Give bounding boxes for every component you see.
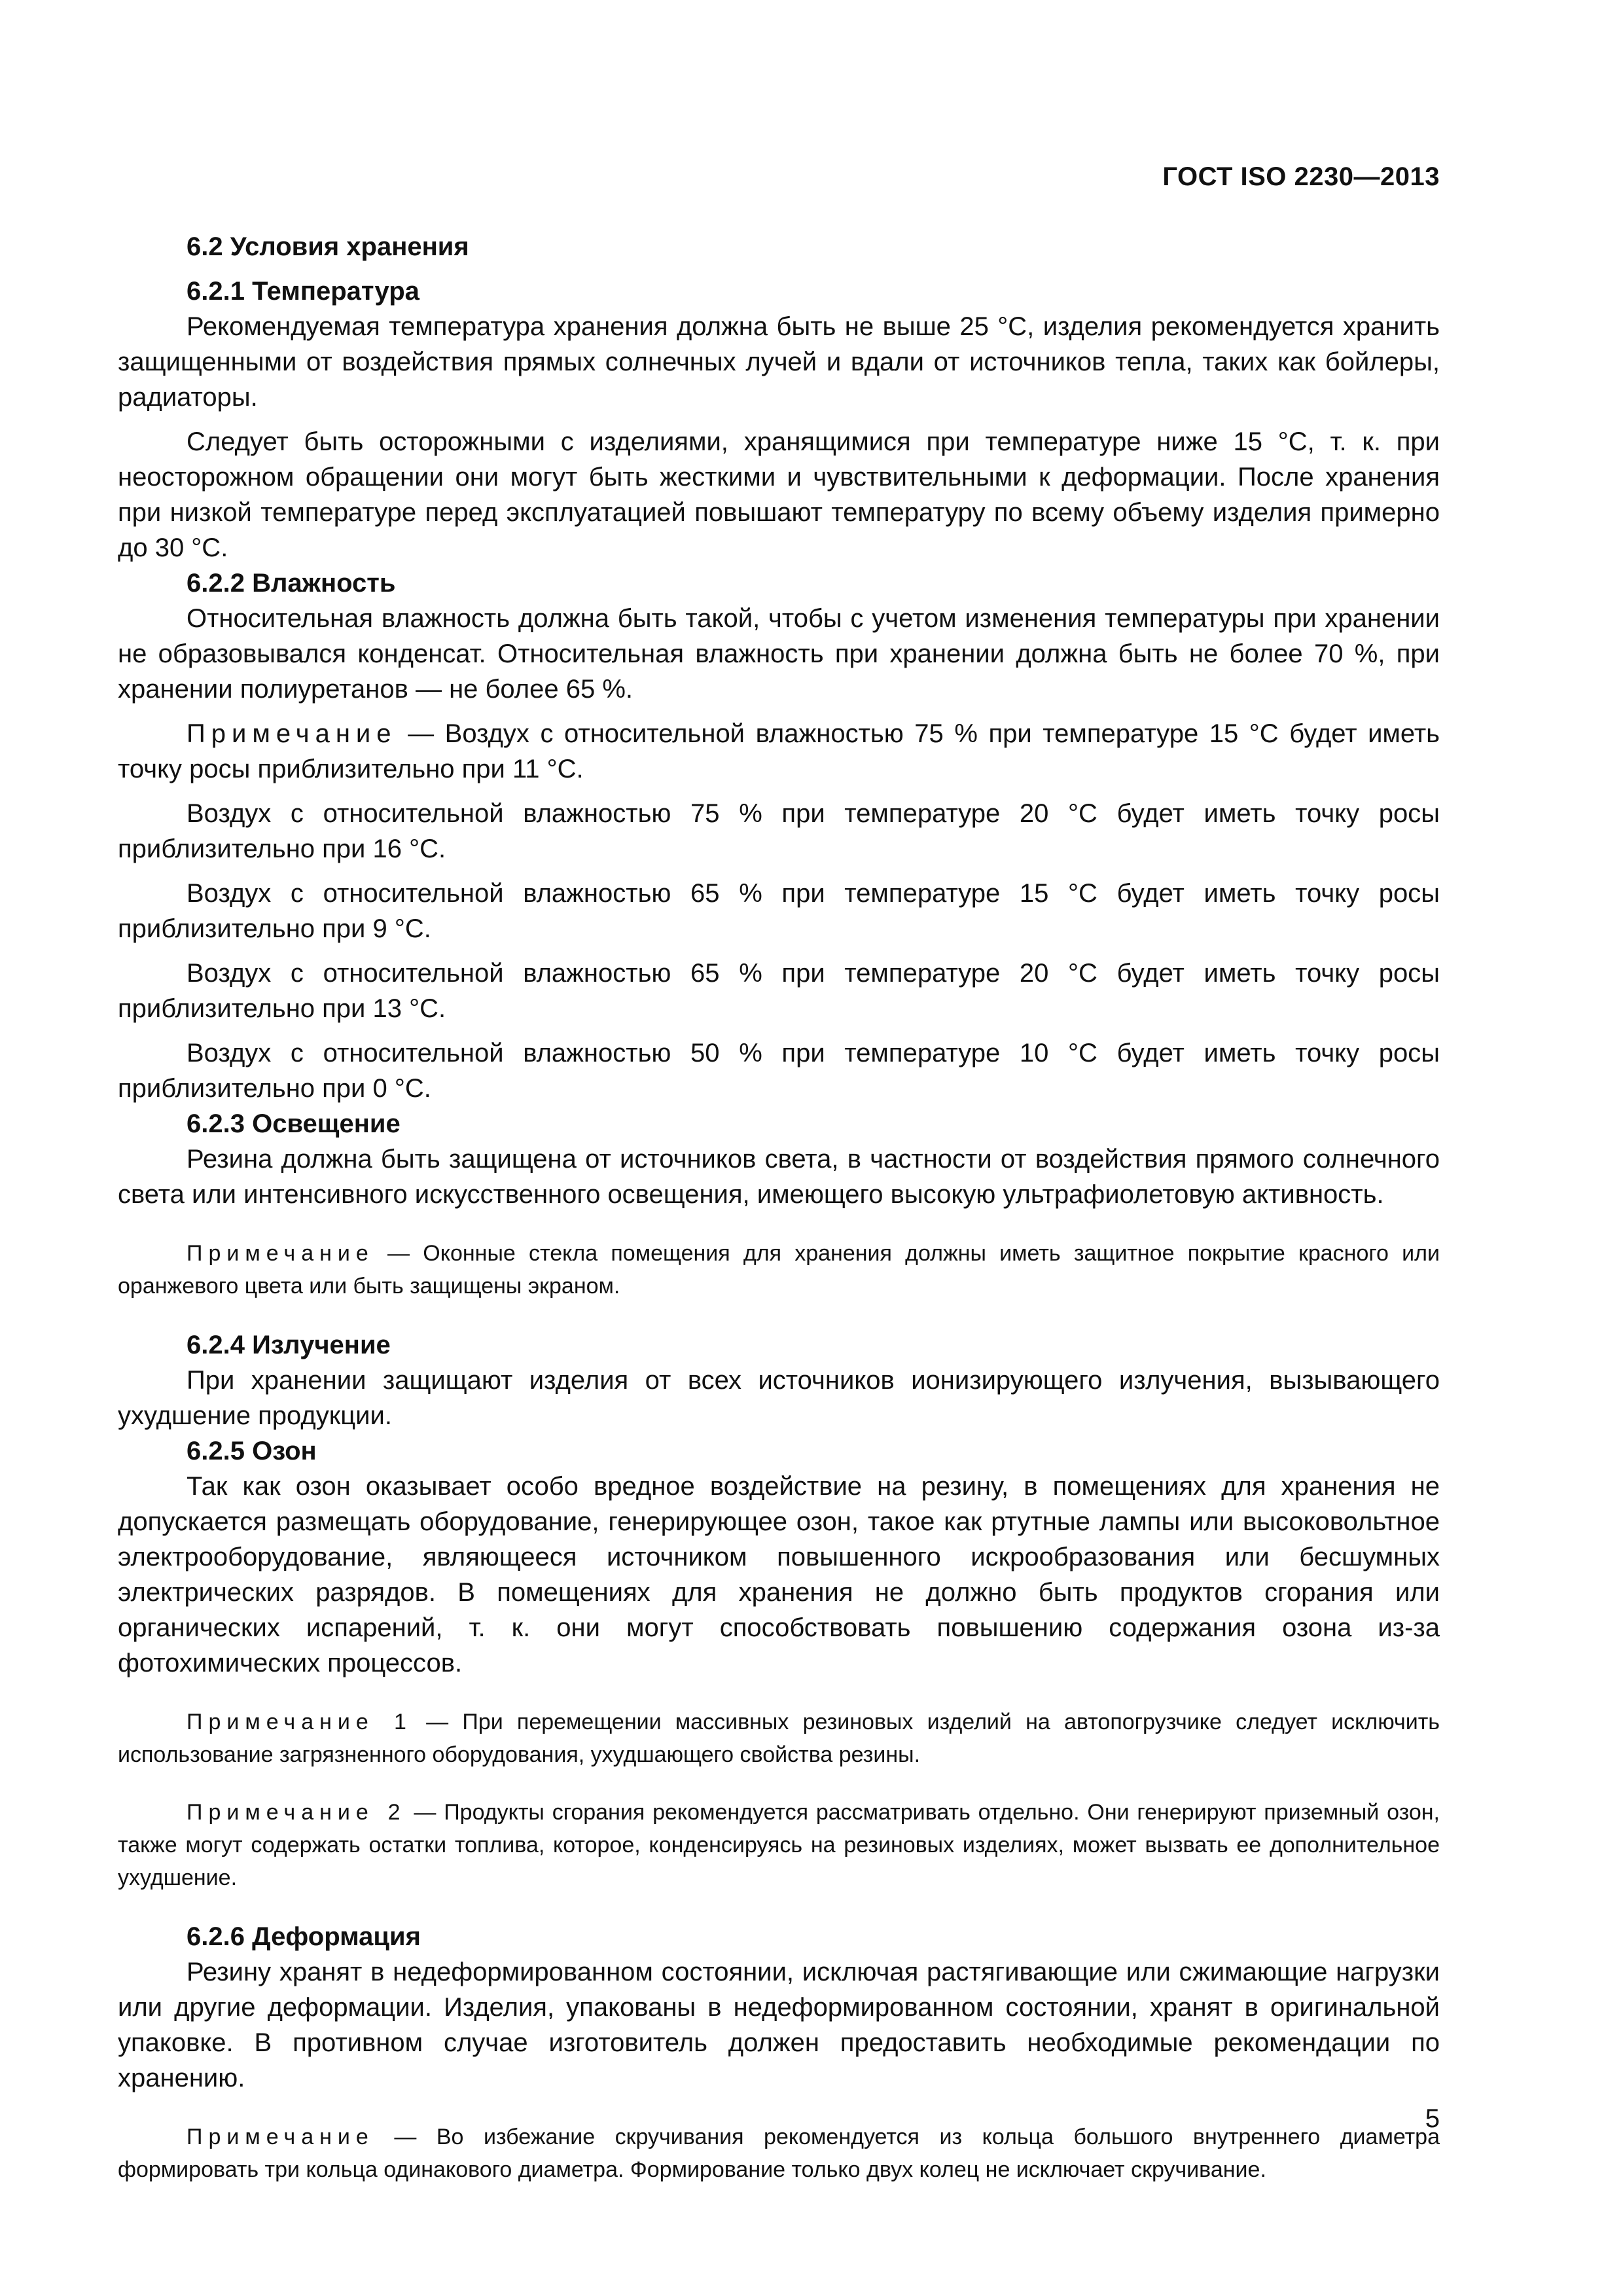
section-6-2-4-title: 6.2.4 Излучение <box>187 1331 391 1359</box>
section-6-2-1-title: 6.2.1 Температура <box>187 277 419 306</box>
note <box>118 2121 1440 2186</box>
note-line: Воздух с относительной влажностью 65 % при температуре 15 °С будет иметь точку росы приблизительно при 9 °С. <box>118 879 1440 943</box>
paragraph: Так как озон оказывает особо вредное воздействие на резину, в помещениях для хранения не допускается размещать оборудование, генерирующее озон, такое как ртутные лампы или высоковольтное электрооборудование, являющееся источником повышенного искрообразования или бесшумных электрических разрядов. В помещениях для хранения не должно быть продуктов сгорания или органических испарений, т. к. они могут способствовать повышению содержания озона из-за фотохимических процессов. <box>118 1472 1440 1677</box>
note-text: — Во избежание скручивания рекомендуется из кольца большого внутреннего диаметра формировать три кольца одинакового диаметра. Формирование только двух колец не исключает скручивание. <box>118 2125 1440 2182</box>
note-label: Примечание <box>187 1241 374 1266</box>
note-2 <box>118 1796 1440 1894</box>
section-6-2-5-title: 6.2.5 Озон <box>187 1437 317 1465</box>
section-6-2-3-title: 6.2.3 Освещение <box>187 1109 401 1138</box>
note-1 <box>118 1706 1440 1771</box>
section-6-2-2-title: 6.2.2 Влажность <box>187 569 396 598</box>
paragraph: Относительная влажность должна быть такой, чтобы с учетом изменения температуры при хранении не образовывался конденсат. Относительная влажность при хранении должна быть не более 70 %, при хранении полиуретанов — не более 65 %. <box>118 604 1440 704</box>
note-text: — Оконные стекла помещения для хранения должны иметь защитное покрытие красного или оранжевого цвета или быть защищены экраном. <box>118 1241 1440 1299</box>
paragraph: Резину хранят в недеформированном состоянии, исключая растягивающие или сжимающие нагрузки или другие деформации. Изделия, упакованы в недеформированном состоянии, хранят в оригинальной упаковке. В противном случае изготовитель должен предоставить необходимые рекомендации по хранению. <box>118 1958 1440 2092</box>
section-6-2-title: 6.2 Условия хранения <box>187 232 469 261</box>
page-body <box>118 151 1440 2186</box>
note <box>118 716 1440 787</box>
note-label: Примечание <box>187 719 397 748</box>
paragraph: Резина должна быть защищена от источников света, в частности от воздействия прямого солнечного света или интенсивного искусственного освещения, имеющего высокую ультрафиолетовую активность. <box>118 1145 1440 1209</box>
note-label: Примечание <box>187 2125 374 2149</box>
note-label: Примечание 1 <box>187 1710 412 1734</box>
paragraph: Рекомендуемая температура хранения должна быть не выше 25 °С, изделия рекомендуется хранить защищенными от воздействия прямых солнечных лучей и вдали от источников тепла, таких как бойлеры, радиаторы. <box>118 312 1440 412</box>
document-header: ГОСТ ISO 2230—2013 <box>1162 162 1440 191</box>
note-line: Воздух с относительной влажностью 65 % при температуре 20 °С будет иметь точку росы приблизительно при 13 °С. <box>118 959 1440 1023</box>
note-text: — При перемещении массивных резиновых изделий на автопогрузчике следует исключить использование загрязненного оборудования, ухудшающего свойства резины. <box>118 1710 1440 1767</box>
section-6-2-6-title: 6.2.6 Деформация <box>187 1922 421 1951</box>
note-text: — Воздух с относительной влажностью 75 % при температуре 15 °С будет иметь точку росы приблизительно при 11 °С. <box>118 719 1440 783</box>
note-label: Примечание 2 <box>187 1800 406 1825</box>
paragraph: При хранении защищают изделия от всех источников ионизирующего излучения, вызывающего ухудшение продукции. <box>118 1366 1440 1430</box>
note-line: Воздух с относительной влажностью 75 % при температуре 20 °С будет иметь точку росы приблизительно при 16 °С. <box>118 799 1440 863</box>
note <box>118 1237 1440 1302</box>
note-line: Воздух с относительной влажностью 50 % при температуре 10 °С будет иметь точку росы приблизительно при 0 °С. <box>118 1039 1440 1103</box>
page-number: 5 <box>1425 2104 1440 2133</box>
paragraph: Следует быть осторожными с изделиями, хранящимися при температуре ниже 15 °С, т. к. при неосторожном обращении они могут быть жесткими и чувствительными к деформации. После хранения при низкой температуре перед эксплуатацией повышают температуру по всему объему изделия примерно до 30 °С. <box>118 427 1440 562</box>
note-text: — Продукты сгорания рекомендуется рассматривать отдельно. Они генерируют приземный озон, также могут содержать остатки топлива, которое, конденсируясь на резиновых изделиях, может вызвать ее дополнительное ухудшение. <box>118 1800 1440 1890</box>
